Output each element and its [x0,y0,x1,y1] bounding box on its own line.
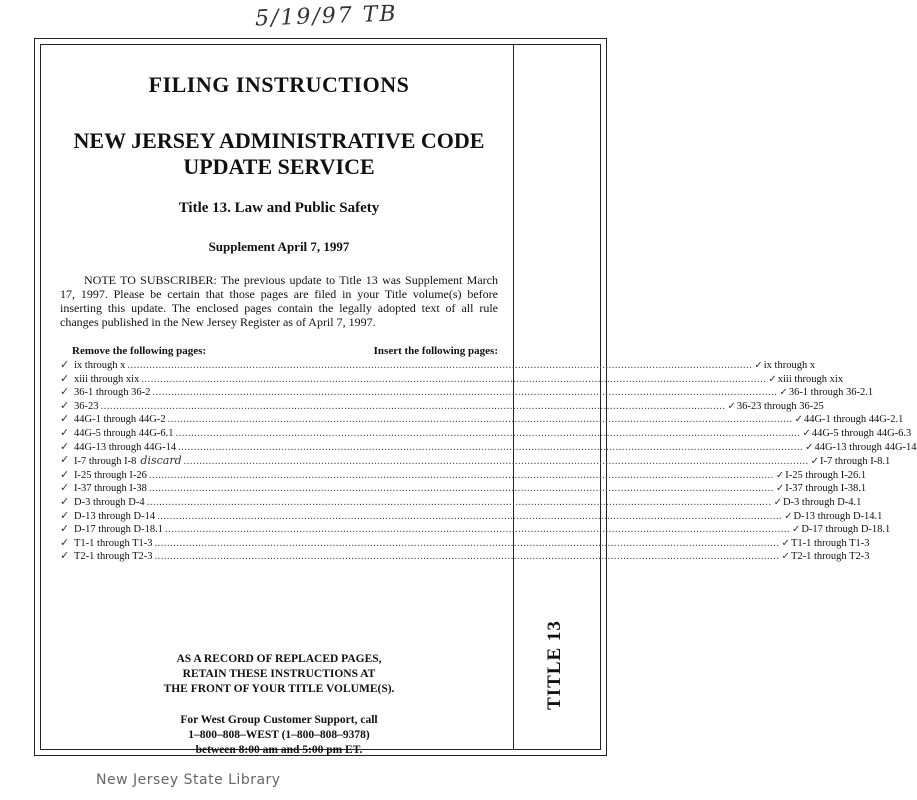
insert-pages: D-13 through D-14.1 [793,510,883,522]
leader-dots: ........................................................................................................................................................................................................ [127,360,753,371]
check-mark-icon: ✓ [775,483,785,495]
table-row [60,386,874,400]
check-mark-icon: ✓ [60,372,70,385]
leader-dots: ........................................................................................................................................................................................................ [148,483,774,495]
check-mark-icon: ✓ [754,360,763,371]
leader-dots: ........................................................................................................................................................................................................ [154,537,780,549]
insert-pages: D-3 through D-4.1 [782,496,862,508]
insert-pages: T2-1 through T2-3 [790,551,870,563]
table-row [60,359,816,373]
handwritten-date [255,2,398,32]
remove-pages: 36-23 [74,400,99,412]
insert-pages: D-17 through D-18.1 [801,524,891,536]
remove-pages: xiii through xix [74,373,140,385]
remove-pages: ix through x [74,360,126,371]
leader-dots: ........................................................................................................................................................................................................ [157,510,783,522]
remove-pages: D-3 through D-4 [74,496,145,508]
table-row [60,495,862,510]
page-list [60,359,917,564]
page-title: FILING INSTRUCTIONS [148,72,410,97]
leader-dots: ........................................................................................................................................................................................................ [152,387,778,399]
table-row [60,468,867,483]
table-row [60,426,912,441]
customer-support [60,713,498,758]
check-mark-icon: ✓ [60,386,70,399]
leader-dots: ........................................................................................................................................................................................................ [141,373,767,385]
check-mark-icon: ✓ [60,550,70,563]
check-mark-icon: ✓ [60,413,70,426]
retain-line: RETAIN THESE INSTRUCTIONS AT [182,668,376,680]
handwritten-scribble: discard [140,454,182,468]
insert-pages: xiii through xix [777,373,844,385]
retain-line: THE FRONT OF YOUR TITLE VOLUME(S). [163,683,395,695]
check-mark-icon: ✓ [60,482,70,495]
remove-pages: 44G-5 through 44G-6.1 [74,427,174,439]
retain-line: AS A RECORD OF REPLACED PAGES, [176,653,382,665]
check-mark-icon: ✓ [60,468,70,481]
check-mark-icon: ✓ [60,440,70,453]
check-mark-icon: ✓ [779,387,788,399]
table-row [60,372,844,387]
table-row [60,440,917,455]
remove-pages: T2-1 through T2-3 [74,551,153,563]
leader-dots: ........................................................................................................................................................................................................ [167,414,793,426]
leader-dots: ........................................................................................................................................................................................................ [146,496,772,508]
check-mark-icon: ✓ [727,400,736,412]
leader-dots: ........................................................................................................................................................................................................ [178,441,804,453]
remove-pages: 44G-1 through 44G-2 [74,414,166,426]
remove-pages: I-7 through I-8 [74,456,137,468]
check-mark-icon: ✓ [781,537,790,549]
insert-pages: 44G-1 through 44G-2.1 [803,414,904,426]
leader-dots: ........................................................................................................................................................................................................ [164,524,790,536]
check-mark-icon: ✓ [60,536,70,549]
handwritten-date-text: 5/19/97 [254,3,355,32]
leader-dots: ........................................................................................................................................................................................................ [100,400,726,412]
supplement-date: Supplement April 7, 1997 [208,239,350,254]
insert-pages: 36-23 through 36-25 [736,400,824,412]
instructions-content [60,72,917,564]
remove-column-header: Remove the following pages: [72,345,207,357]
check-mark-icon: ✓ [802,427,811,439]
insert-pages: T1-1 through T1-3 [790,537,870,549]
library-stamp: New Jersey State Library [96,772,281,788]
table-row [60,536,870,551]
support-line: between 8:00 am and 5:00 pm ET. [195,744,363,756]
remove-pages: I-25 through I-26 [74,469,147,481]
check-mark-icon: ✓ [784,510,793,522]
insert-pages: 36-1 through 36-2.1 [788,387,874,399]
check-mark-icon: ✓ [60,454,70,467]
support-line: 1–800–808–WEST (1–800–808–9378) [188,729,370,741]
handwritten-initials: TB [362,1,399,28]
check-mark-icon: ✓ [60,426,70,439]
check-mark-icon: ✓ [805,441,814,453]
remove-pages: 44G-13 through 44G-14 [74,441,177,453]
table-row [60,509,883,524]
table-row [60,550,870,564]
code-title-line1: NEW JERSEY ADMINISTRATIVE CODE [73,128,485,153]
table-row [60,482,867,496]
remove-pages: D-13 through D-14 [74,510,156,522]
check-mark-icon: ✓ [60,359,70,371]
check-mark-icon: ✓ [60,399,70,412]
check-mark-icon: ✓ [60,509,70,522]
columns-header [60,345,498,357]
insert-pages: 44G-13 through 44G-14 [814,441,917,453]
leader-dots: ........................................................................................................................................................................................................ [175,427,801,439]
table-row [60,454,891,469]
remove-pages: T1-1 through T1-3 [74,537,153,549]
insert-column-header: Insert the following pages: [373,345,498,357]
insert-pages: 44G-5 through 44G-6.3 [811,427,912,439]
check-mark-icon: ✓ [794,414,803,426]
table-row [60,523,891,537]
check-mark-icon: ✓ [810,456,820,468]
check-mark-icon: ✓ [773,496,782,508]
subscriber-note: NOTE TO SUBSCRIBER: The previous update to Title 13 was Supplement March 17, 1997. Please be certain that those pages are filed in your Title volume(s) before inserting this update. The enclosed pages contain the legally adopted text of all rule changes published in the New Jersey Register as of April 7, 1997. [60,273,498,329]
leader-dots: ........................................................................................................................................................................................................ [148,469,774,481]
support-line: For West Group Customer Support, call [180,714,378,726]
insert-pages: I-7 through I-8.1 [820,456,891,468]
check-mark-icon: ✓ [60,523,70,536]
table-row [60,399,824,414]
retain-instructions [60,652,498,697]
leader-dots: ........................................................................................................................................................................................................ [154,551,780,563]
insert-pages: ix through x [763,360,816,371]
check-mark-icon: ✓ [791,524,801,536]
code-title [60,128,498,180]
check-mark-icon: ✓ [768,373,777,385]
check-mark-icon: ✓ [781,551,790,563]
tab-label-text: TITLE 13 [544,620,565,710]
check-mark-icon: ✓ [775,469,785,481]
title-heading: Title 13. Law and Public Safety [178,200,380,216]
check-mark-icon: ✓ [60,495,70,508]
table-row [60,413,904,427]
remove-pages: 36-1 through 36-2 [74,387,151,399]
remove-pages: I-37 through I-38 [74,483,147,495]
tab-label [510,620,600,710]
code-title-line2: UPDATE SERVICE [183,154,375,179]
insert-pages: I-37 through I-38.1 [785,483,867,495]
insert-pages: I-25 through I-26.1 [785,469,867,481]
remove-pages: D-17 through D-18.1 [74,524,163,536]
leader-dots: ........................................................................................................................................................................................................ [183,456,809,468]
